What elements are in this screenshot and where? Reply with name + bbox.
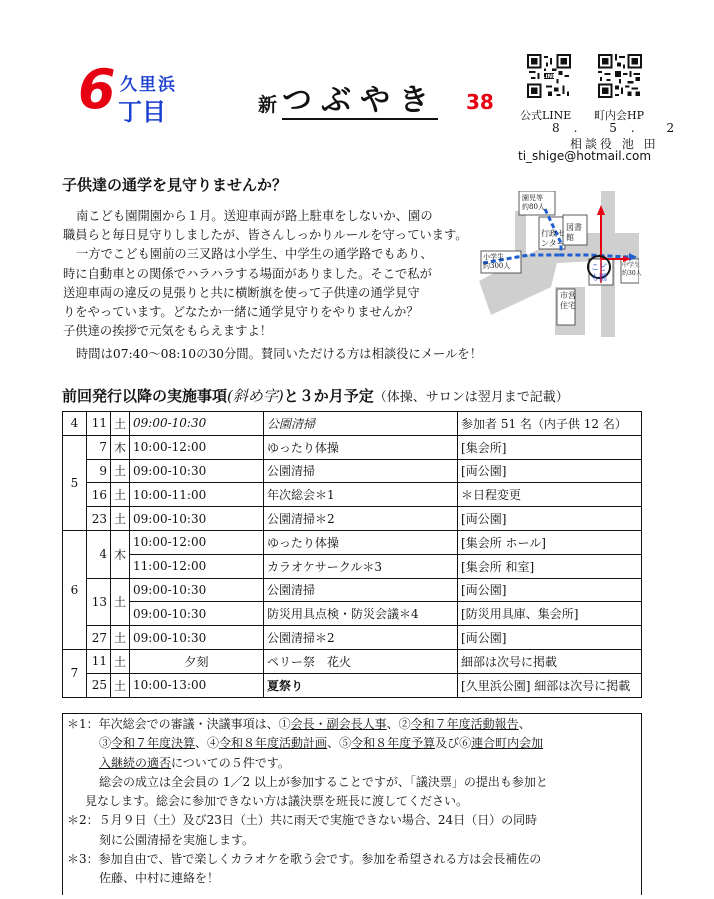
line-qr-caption: 公式LINE	[520, 109, 572, 122]
note-text: ＊1：年次総会での審議・決議事項は、①	[67, 717, 291, 731]
event-cell: カラオケサークル＊3	[264, 554, 458, 578]
time-cell: 09:00-10:30	[130, 412, 264, 436]
month-cell: 7	[63, 649, 87, 697]
time-cell: 10:00-12:00	[130, 435, 264, 459]
note-line: ＊2：５月９日（土）及び23日（土）共に雨天で実施できない場合、24日（日）の同時	[67, 813, 538, 828]
time-cell: 11:00-12:00	[130, 554, 264, 578]
map-label-elementary: 小学生 約300人	[483, 253, 511, 270]
table-row	[63, 530, 642, 554]
footnotes	[62, 713, 642, 895]
article-line: 一方でこども園前の三叉路は小学生、中学生の通学路でもあり、	[76, 247, 433, 262]
table-row	[63, 483, 642, 507]
note-cell: [両公園]	[458, 578, 642, 602]
map-label-admin: 行政セ ンター	[541, 229, 565, 248]
note-cell: [防災用具庫、集会所]	[458, 602, 642, 626]
event-cell: 公園清掃＊2	[264, 626, 458, 650]
event-cell: 公園清掃	[264, 578, 458, 602]
table-row	[63, 507, 642, 531]
day-cell: 16	[87, 483, 111, 507]
article-time-line: 時間は07:40～08:10の30分間。賛同いただける方は相談役にメールを！	[76, 347, 482, 361]
table-row	[63, 673, 642, 697]
note-line	[67, 715, 637, 734]
weekday-cell: 土	[111, 459, 130, 483]
table-row	[63, 649, 642, 673]
note-underlined: 入継続の適否	[99, 755, 172, 770]
note-cell: [両公園]	[458, 507, 642, 531]
title-prefix: 新	[258, 94, 278, 116]
note-line: 見なします。総会に参加できない方は議決票を班長に渡してください。	[85, 794, 469, 809]
note-underlined: 連合町内会加	[471, 736, 544, 751]
time-cell: 09:00-10:30	[130, 459, 264, 483]
table-row	[63, 602, 642, 626]
note-underlined: 令和７年度決算	[111, 736, 196, 751]
note-cell: 細部は次号に掲載	[458, 649, 642, 673]
time-cell: 10:00-13:00	[130, 673, 264, 697]
day-cell: 11	[87, 649, 111, 673]
note-text: ③	[99, 736, 112, 751]
note-text: についての５件です。	[171, 755, 290, 770]
day-cell: 27	[87, 626, 111, 650]
note-line: 総会の成立は全会員の 1／2 以上が参加することですが、「議決票」の提出も参加と	[99, 774, 548, 789]
day-cell: 13	[87, 578, 111, 626]
table-row	[63, 435, 642, 459]
schedule-title-italic-note: (斜め字)	[227, 387, 284, 405]
article-line: りをやっています。どなたか一緒に通学見守りをやりませんか？	[63, 305, 419, 320]
note-cell: [両公園]	[458, 459, 642, 483]
time-cell: 09:00-10:30	[130, 602, 264, 626]
day-cell: 11	[87, 412, 111, 436]
author-email[interactable]: ti_shige@hotmail.com	[518, 149, 652, 163]
article-line: 子供達の挨拶で元気をもらえますよ！	[63, 324, 273, 339]
note-underlined: 会長・副会長人事	[290, 717, 387, 731]
note-cell: ＊日程変更	[458, 483, 642, 507]
map-label-kids: 園児等 約80人	[522, 194, 545, 211]
logo-town: 久里浜	[120, 75, 177, 95]
note-underlined: 令和７年度活動報告	[410, 717, 519, 731]
issue-number: 38	[466, 90, 494, 114]
schedule-title-main: 前回発行以降の実施事項	[62, 387, 228, 405]
weekday-cell: 土	[111, 578, 130, 626]
day-cell: 4	[87, 530, 111, 578]
event-cell: 防災用具点検・防災会議＊4	[264, 602, 458, 626]
weekday-cell: 土	[111, 649, 130, 673]
note-line: ＊3：参加自由で、皆で楽しくカラオケを歌う会です。参加を希望される方は会長補佐の	[67, 852, 542, 867]
article-title: 子供達の通学を見守りませんか？	[62, 176, 288, 194]
map-label-housing: 市営 住宅	[560, 291, 576, 310]
note-line	[67, 734, 637, 753]
line-qr-code-icon[interactable]	[527, 54, 571, 98]
note-cell: [久里浜公園] 細部は次号に掲載	[458, 673, 642, 697]
note-text: 、⑤	[327, 736, 352, 751]
time-cell: 10:00-11:00	[130, 483, 264, 507]
note-line: 刻に公園清掃を実施します。	[99, 832, 255, 847]
weekday-cell: 土	[111, 412, 130, 436]
schedule-table	[62, 411, 642, 698]
note-cell: [集会所 和室]	[458, 554, 642, 578]
time-cell: 夕刻	[130, 649, 264, 673]
note-line	[67, 754, 637, 773]
schedule-title-sub: （体操、サロンは翌月まで記載）	[373, 390, 569, 405]
weekday-cell: 土	[111, 507, 130, 531]
article-line: 送迎車両の違反の見張りと共に横断旗を使って子供達の通学見守	[63, 285, 420, 300]
event-cell: 夏祭り	[264, 673, 458, 697]
weekday-cell: 木	[111, 530, 130, 578]
schedule-title	[62, 385, 569, 406]
event-cell: ペリー祭 花火	[264, 649, 458, 673]
note-text: 及び⑥	[435, 736, 472, 751]
author-role: 相談役 池 田	[570, 137, 659, 151]
weekday-cell: 土	[111, 626, 130, 650]
title-main: つぶやき	[282, 83, 438, 118]
note-text: 、	[518, 717, 531, 731]
article-line: 時に自動車との関係でハラハラする場面がありました。そこで私が	[63, 266, 432, 281]
note-underlined: 令和８年度予算	[351, 736, 436, 751]
weekday-cell: 木	[111, 435, 130, 459]
table-row	[63, 459, 642, 483]
time-cell: 09:00-10:30	[130, 507, 264, 531]
event-cell: 公園清掃	[264, 459, 458, 483]
table-row	[63, 412, 642, 436]
weekday-cell: 土	[111, 673, 130, 697]
website-qr-code-icon[interactable]	[598, 54, 642, 98]
month-cell: 5	[63, 435, 87, 530]
event-cell: 公園清掃＊2	[264, 507, 458, 531]
map-label-junior: 中学生 約30人	[622, 262, 642, 277]
article-line: 南こども園開園から１月。送迎車両が路上駐車をしないか、園の	[76, 209, 433, 223]
month-cell: 4	[63, 412, 87, 436]
day-cell: 23	[87, 507, 111, 531]
website-qr-caption: 町内会HP	[594, 109, 644, 122]
time-cell: 09:00-10:30	[130, 578, 264, 602]
day-cell: 9	[87, 459, 111, 483]
time-cell: 09:00-10:30	[130, 626, 264, 650]
note-cell: [集会所 ホール]	[458, 530, 642, 554]
event-cell: ゆったり体操	[264, 435, 458, 459]
article-body	[63, 207, 482, 361]
note-line: 佐藤、中村に連絡を！	[99, 871, 220, 886]
logo-number: 6	[78, 58, 116, 121]
note-text: 、②	[386, 717, 411, 731]
issue-date: 8. 5. 2	[552, 121, 689, 135]
note-cell: 参加者 51 名（内子供 12 名）	[458, 412, 642, 436]
note-text: 、④	[195, 736, 220, 751]
event-cell: 公園清掃	[264, 412, 458, 436]
map-label-library: 図書 館	[566, 223, 582, 242]
time-cell: 10:00-12:00	[130, 530, 264, 554]
note-underlined: 令和８年度活動計画	[219, 736, 328, 751]
note-cell: [両公園]	[458, 626, 642, 650]
table-row	[63, 554, 642, 578]
logo	[78, 58, 198, 126]
table-row	[63, 626, 642, 650]
schedule-title-plan: と３か月予定	[283, 387, 374, 405]
event-cell: ゆったり体操	[264, 530, 458, 554]
note-cell: [集会所]	[458, 435, 642, 459]
day-cell: 7	[87, 435, 111, 459]
weekday-cell: 土	[111, 483, 130, 507]
event-cell: 年次総会＊1	[264, 483, 458, 507]
article-line: 職員らと毎日見守りしましたが、皆さんしっかりルールを守っています。	[63, 228, 468, 243]
day-cell: 25	[87, 673, 111, 697]
month-cell: 6	[63, 530, 87, 649]
table-row	[63, 578, 642, 602]
logo-chome: 丁目	[118, 98, 166, 126]
svg-text:LINE: LINE	[542, 74, 556, 81]
map-label-kindergarten: こど も園	[591, 263, 607, 282]
